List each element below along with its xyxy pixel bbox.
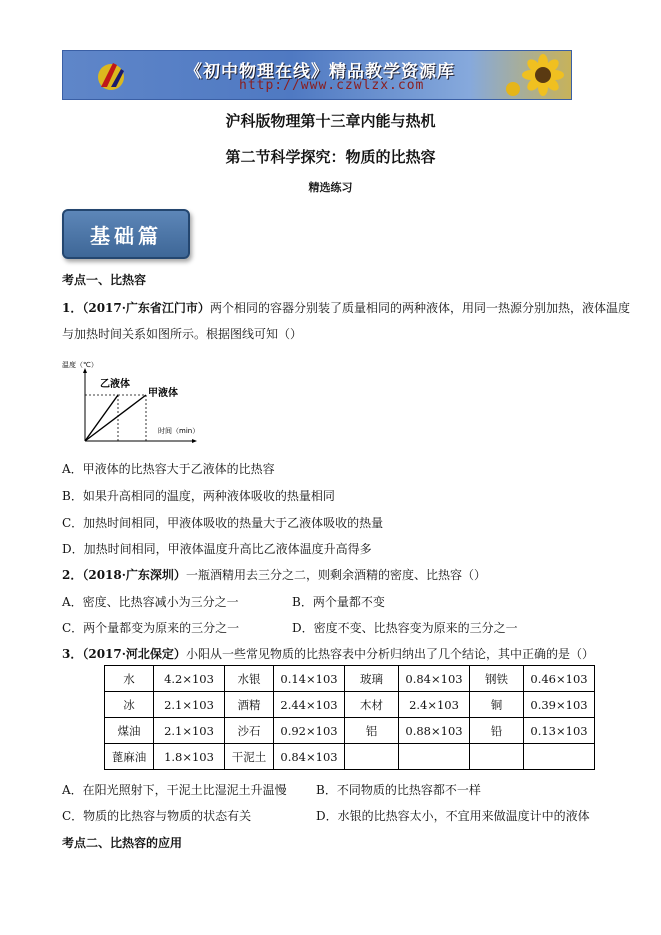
q3-option-b: B．不同物质的比热容都不一样 [316, 783, 481, 797]
specific-heat-table [104, 665, 595, 770]
substance-cell [345, 744, 399, 770]
substance-cell: 蓖麻油 [105, 744, 154, 770]
substance-cell: 煤油 [105, 718, 154, 744]
substance-cell: 水 [105, 666, 154, 692]
value-cell: 2.44×103 [274, 692, 345, 718]
q1-option-c: C．加热时间相同，甲液体吸收的热量大于乙液体吸收的热量 [62, 516, 384, 530]
site-logo-icon [93, 57, 129, 93]
question-source: （2017·广东省江门市） [82, 301, 210, 315]
value-cell: 0.46×103 [524, 666, 595, 692]
q2-option-a: A．密度、比热容减小为三分之一 [62, 595, 239, 609]
q3-option-c: C．物质的比热容与物质的状态有关 [62, 809, 252, 823]
substance-cell: 木材 [345, 692, 399, 718]
topic-heading-1: 考点一、比热容 [62, 273, 147, 287]
substance-cell: 冰 [105, 692, 154, 718]
doc-label: 精选练习 [308, 181, 353, 194]
substance-cell: 铝 [345, 718, 399, 744]
x-axis-label: 时间（min） [158, 427, 200, 435]
question-text: 小阳从一些常见物质的比热容表中分析归纳出了几个结论，其中正确的是（） [185, 647, 594, 661]
question-text: 一瓶酒精用去三分之二，则剩余酒精的密度、比热容（） [185, 568, 486, 582]
question-1-line-2: 与加热时间关系如图所示。根据图线可知（） [62, 327, 303, 341]
value-cell: 2.4×103 [399, 692, 470, 718]
value-cell: 4.2×103 [154, 666, 225, 692]
question-number: 2． [62, 568, 83, 582]
substance-cell: 干泥土 [225, 744, 274, 770]
substance-cell: 钢铁 [470, 666, 524, 692]
question-source: （2017·河北保定） [82, 647, 186, 661]
header-banner [62, 50, 572, 100]
question-source: （2018·广东深圳） [82, 568, 186, 582]
substance-cell: 铜 [470, 692, 524, 718]
value-cell: 0.14×103 [274, 666, 345, 692]
question-1 [62, 299, 630, 316]
table-row [105, 692, 595, 718]
question-number: 1． [62, 301, 83, 315]
question-text: 两个相同的容器分别装了质量相同的两种液体，用同一热源分别加热，液体温度 [209, 301, 630, 315]
value-cell: 0.13×103 [524, 718, 595, 744]
substance-cell: 玻璃 [345, 666, 399, 692]
value-cell: 0.88×103 [399, 718, 470, 744]
question-number: 3． [62, 647, 83, 661]
q2-option-d: D．密度不变、比热容变为原来的三分之一 [292, 621, 518, 635]
q3-option-d: D．水银的比热容太小，不宜用来做温度计中的液体 [316, 809, 590, 823]
table-row [105, 666, 595, 692]
q3-option-a: A．在阳光照射下，干泥土比湿泥土升温慢 [62, 783, 287, 797]
section-badge: 基础篇 [62, 209, 190, 259]
table-row [105, 744, 595, 770]
q1-option-b: B．如果升高相同的温度，两种液体吸收的热量相同 [62, 489, 335, 503]
banner-url[interactable]: http://www.czwlzx.com [239, 78, 425, 93]
q2-option-b: B．两个量都不变 [292, 595, 385, 609]
doc-subtitle: 第二节科学探究：物质的比热容 [225, 148, 436, 166]
sunflower-icon [503, 53, 567, 97]
value-cell: 0.84×103 [399, 666, 470, 692]
q2-option-c: C．两个量都变为原来的三分之一 [62, 621, 240, 635]
value-cell [524, 744, 595, 770]
value-cell: 2.1×103 [154, 718, 225, 744]
substance-cell: 酒精 [225, 692, 274, 718]
question-3 [62, 645, 594, 662]
value-cell: 2.1×103 [154, 692, 225, 718]
y-axis-label: 温度（℃） [62, 361, 98, 369]
series-b-label: 乙液体 [100, 379, 130, 390]
question-2 [62, 566, 486, 583]
doc-title: 沪科版物理第十三章内能与热机 [225, 112, 436, 130]
topic-heading-2: 考点二、比热容的应用 [62, 836, 183, 850]
substance-cell [470, 744, 524, 770]
substance-cell: 水银 [225, 666, 274, 692]
value-cell: 1.8×103 [154, 744, 225, 770]
temperature-time-graph [60, 355, 200, 445]
series-a-line [85, 395, 146, 441]
series-b-line [85, 395, 118, 441]
table-row [105, 718, 595, 744]
value-cell: 0.39×103 [524, 692, 595, 718]
banner-title: 《初中物理在线》精品教学资源库 [185, 62, 455, 82]
value-cell: 0.84×103 [274, 744, 345, 770]
q1-option-a: A．甲液体的比热容大于乙液体的比热容 [62, 462, 275, 476]
substance-cell: 铅 [470, 718, 524, 744]
value-cell: 0.92×103 [274, 718, 345, 744]
substance-cell: 沙石 [225, 718, 274, 744]
series-a-label: 甲液体 [148, 388, 178, 399]
x-axis-arrow [192, 439, 197, 443]
q1-option-d: D．加热时间相同，甲液体温度升高比乙液体温度升高得多 [62, 542, 372, 556]
value-cell [399, 744, 470, 770]
